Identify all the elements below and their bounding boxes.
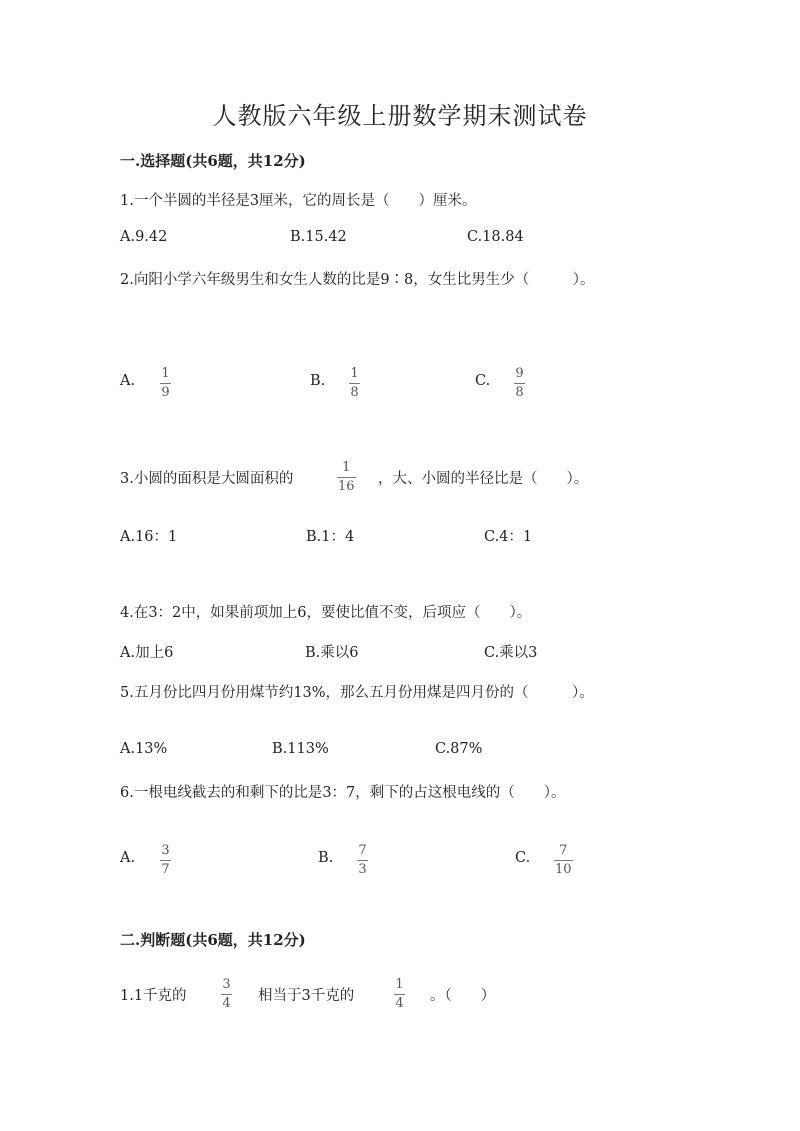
question-3-option-b: B.1：4: [306, 529, 355, 545]
question-6-option-c-label: C.: [515, 850, 531, 866]
fraction-numerator: 1: [350, 366, 359, 381]
question-5-option-c: C.87%: [435, 741, 483, 757]
question-3-fraction: [337, 460, 356, 494]
question-6-option-c-fraction: [554, 843, 573, 877]
question-6-option-a-fraction: [160, 843, 171, 877]
page-title: 人教版六年级上册数学期末测试卷: [212, 102, 588, 130]
question-4-option-b: B.乘以6: [305, 645, 359, 661]
fraction-bar: [394, 994, 405, 995]
fraction-denominator: 8: [350, 385, 359, 400]
fraction-denominator: 16: [338, 479, 355, 494]
fraction-bar: [349, 383, 360, 384]
fraction-numerator: 3: [222, 977, 231, 992]
question-2-option-b-fraction: [349, 366, 360, 400]
judgement-1-text-b: 相当于3千克的: [258, 988, 355, 1004]
question-1-text: 1.一个半圆的半径是3厘米，它的周长是（ ）厘米。: [120, 193, 477, 209]
fraction-bar: [554, 860, 573, 861]
question-2-option-c-label: C.: [475, 373, 491, 389]
fraction-bar: [221, 994, 232, 995]
fraction-denominator: 3: [358, 862, 367, 877]
fraction-bar: [514, 383, 525, 384]
question-6-option-b-fraction: [357, 843, 368, 877]
fraction-denominator: 4: [395, 996, 404, 1011]
fraction-bar: [337, 477, 356, 478]
fraction-denominator: 8: [515, 385, 524, 400]
fraction-bar: [160, 860, 171, 861]
question-3-option-a: A.16：1: [120, 529, 178, 545]
fraction-denominator: 9: [161, 385, 170, 400]
judgement-1-text-c: 。（ ）: [430, 988, 496, 1004]
question-4-text: 4.在3：2中，如果前项加上6，要使比值不变，后项应（ ）。: [120, 605, 532, 621]
question-5-option-b: B.113%: [272, 741, 329, 757]
question-4-option-c: C.乘以3: [484, 645, 538, 661]
question-3-text-before: 3.小圆的面积是大圆面积的: [120, 471, 294, 487]
question-4-option-a: A.加上6: [120, 645, 174, 661]
question-5-option-a: A.13%: [120, 741, 168, 757]
question-6-option-b-label: B.: [318, 850, 334, 866]
fraction-numerator: 9: [515, 366, 524, 381]
fraction-numerator: 3: [161, 843, 170, 858]
question-2-option-a-fraction: [160, 366, 171, 400]
section-heading-choice: 一.选择题(共6题，共12分): [120, 152, 306, 170]
fraction-numerator: 1: [342, 460, 351, 475]
fraction-numerator: 1: [395, 977, 404, 992]
judgement-1-text-a: 1.1千克的: [120, 988, 187, 1004]
question-1-option-c: C.18.84: [467, 229, 524, 245]
question-1-option-b: B.15.42: [290, 229, 347, 245]
fraction-denominator: 4: [222, 996, 231, 1011]
question-2-option-c-fraction: [514, 366, 525, 400]
question-6-option-a-label: A.: [120, 850, 136, 866]
fraction-denominator: 10: [555, 862, 572, 877]
question-2-option-a-label: A.: [120, 373, 136, 389]
question-1-option-a: A.9.42: [120, 229, 168, 245]
fraction-bar: [160, 383, 171, 384]
fraction-numerator: 7: [358, 843, 367, 858]
question-6-text: 6.一根电线截去的和剩下的比是3：7，剩下的占这根电线的（ ）。: [120, 785, 566, 801]
judgement-1-fraction-2: [394, 977, 405, 1011]
fraction-bar: [357, 860, 368, 861]
fraction-numerator: 7: [559, 843, 568, 858]
question-2-option-b-label: B.: [310, 373, 326, 389]
fraction-numerator: 1: [161, 366, 170, 381]
fraction-denominator: 7: [161, 862, 170, 877]
section-heading-judgement: 二.判断题(共6题，共12分): [120, 931, 306, 949]
question-3-text-after: ，大、小圆的半径比是（ ）。: [378, 471, 589, 487]
question-5-text: 5.五月份比四月份用煤节约13%，那么五月份用煤是四月份的（ ）。: [120, 685, 594, 701]
question-3-option-c: C.4：1: [484, 529, 533, 545]
question-2-text: 2.向阳小学六年级男生和女生人数的比是9∶8，女生比男生少（ ）。: [120, 272, 595, 288]
judgement-1-fraction-1: [221, 977, 232, 1011]
